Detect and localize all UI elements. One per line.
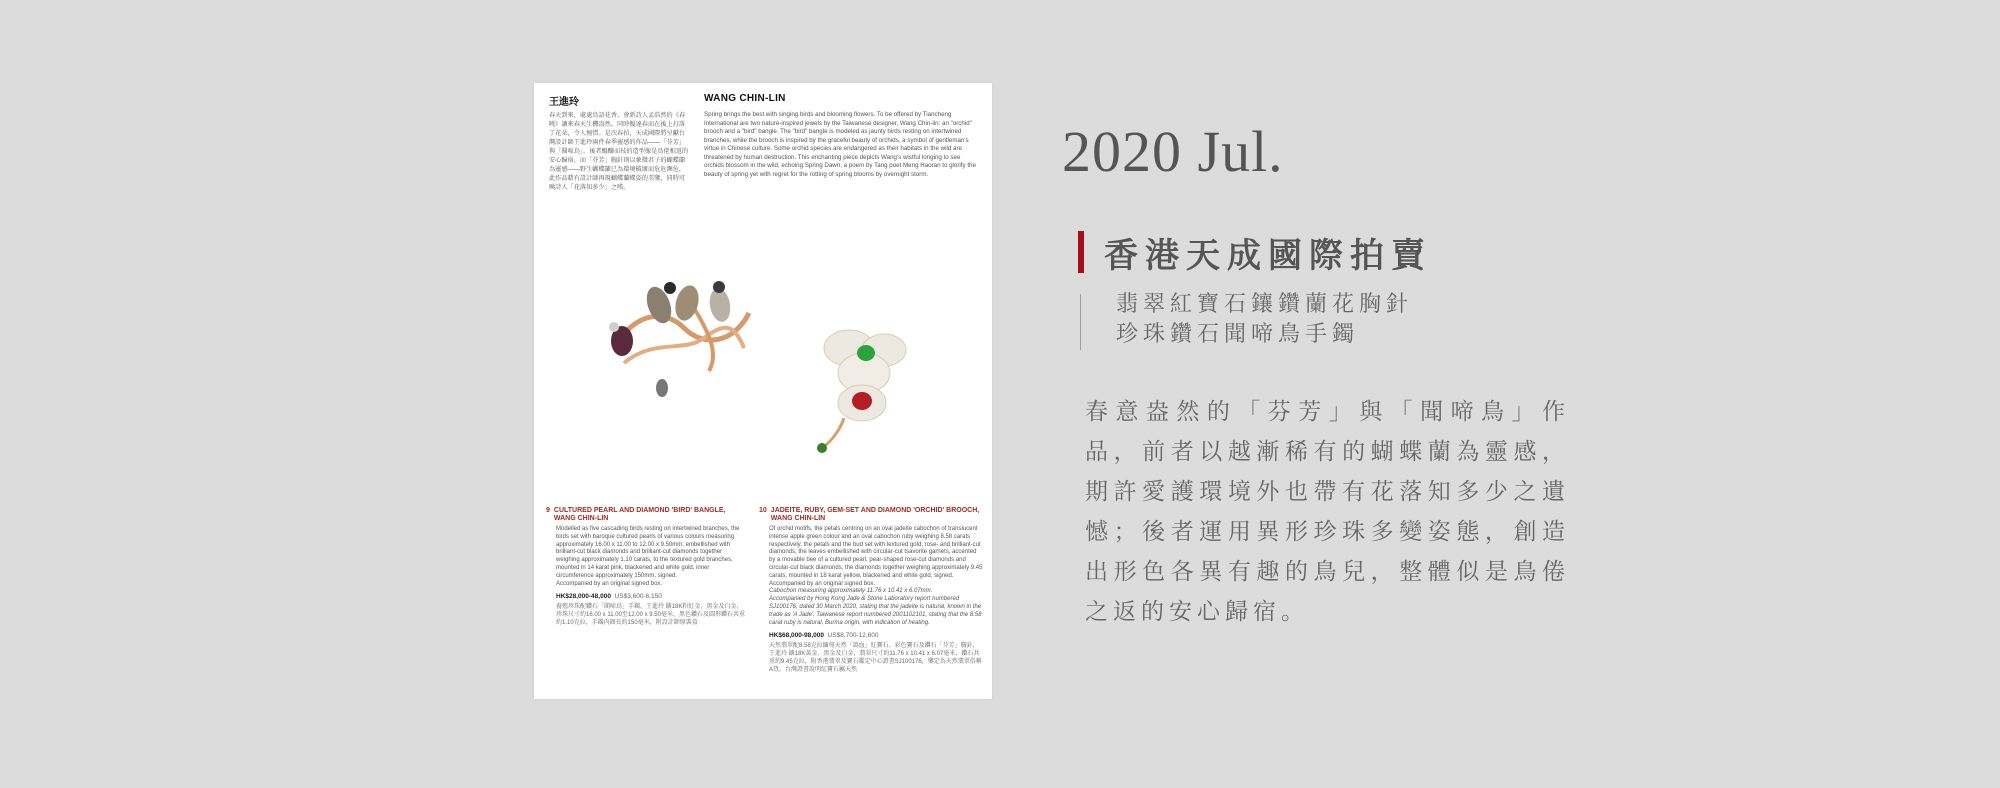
orchid-brooch-image: [804, 308, 924, 458]
lot-estimate: [769, 632, 984, 640]
lot-note: Accompanied by an original signed box.: [556, 580, 663, 587]
bird-bangle-image: [584, 253, 764, 403]
lot-estimate-usd: US$8,700-12,600: [827, 632, 879, 640]
lot-zh-description: 天然翡翠配8.58克拉緬甸天然「鴿血」紅寶石、彩色寶石及鑽石「芬芳」胸針，王進玲 鑲18K黃金、黑金及白金，翡翠尺寸約11.76 x 10.41 x 6.07毫米，鑽石共重約9.45克拉，附香港翡翠及寶石鑑定中心證書SJ100176，鑒定為天然翡翠俗稱A貨，台灣證書說明紅寶石屬天然: [769, 643, 982, 673]
lot-estimate: [556, 593, 746, 601]
catalog-zh-title: 王進玲: [549, 97, 579, 108]
date-heading: 2020 Jul.: [1062, 119, 1284, 184]
accent-bar: [1078, 231, 1084, 273]
item-list: [1116, 290, 1413, 350]
lot-report: Accompanied by Hong Kong Jade & Stone Laboratory report numbered SJ100176, dated 30 March 2020, stating that the jadeite is natural, known in the trade as 'A Jade'. Taiwanese report numbered 2001102101, stating that the 8.58 carat ruby is natural, Burma origin, with indication of heating.: [769, 596, 982, 626]
lot-estimate-hkd: HK$68,000-98,000: [769, 632, 824, 640]
auction-house-title: 香港天成國際拍賣: [1104, 236, 1432, 276]
catalog-en-title: WANG CHIN-LIN: [704, 93, 786, 104]
lot-title: JADEITE, RUBY, GEM-SET AND DIAMOND 'ORCHID' BROOCH, WANG CHIN-LIN: [770, 507, 980, 522]
lot-description: Modelled as five cascading birds resting on intertwined branches, the birds set with baroque cultured pearls of various colours measuring approximately 16.00 x 11.00 to 12.00 x 9.50mm, embellished with brilliant-cut black diamonds and brilliant-cut diamonds together weighing approximately 1.10 carats, to the textured gold branches, mounted in 14 karat pink, blackened and white gold, inner circumference approximately 150mm, signed.: [556, 526, 740, 579]
lot-description: Of orchid motifs, the petals centring on an oval jadeite cabochon of translucent intense apple green colour and an oval cabochon ruby weighing 8.58 carats respectively, the petals and the bud set with textured gold, rose- and brilliant-cut diamonds, the leaves embellished with circular-cut tsavorite garnets, accented by a movable bee of a cultured pearl, pear-shaped rose-cut diamonds and circular-cut black diamonds, the diamonds together weighing approximately 9.45 carats, mounted in 18 karat yellow, blackened and white gold, signed.: [769, 526, 983, 579]
lot-estimate-hkd: HK$28,000-48,000: [556, 593, 611, 601]
catalog-en-intro: Spring brings the best with singing birds and blooming flowers. To be offered by Tiancheng International are two nature-inspired jewels by the Taiwanese designer, Wang Chin-lin: an "orchid" brooch and a "bird" bangle. The "bird" bangle is modeled as jaunty birds resting on intertwined branches, while the brooch is inspired by the graceful beauty of orchids, a symbol of gentleman's virtue in Chinese culture. Some orchid species are endangered as their habitats in the wild are threatened by human destruction. This enchanting piece depicts Wang's wistful longing to see orchids blossom in the wild, echoing Spring Dawn, a poem by Tang poet Meng Haoran to glorify the beauty of spring yet with regret for the rotting of spring blooms by overnight storm.: [704, 111, 976, 178]
item-name: 珍珠鑽石聞啼鳥手鐲: [1116, 322, 1360, 347]
lot-estimate-usd: US$3,600-6,150: [614, 593, 662, 601]
items-divider: [1080, 294, 1081, 350]
lot-9: [546, 507, 746, 628]
catalog-zh-intro: 春天到來，處處鳥語花香。會新詩人孟浩然的《春曉》讓來春天生機盎然。同時擬達春而在後上打落了花朵，令人惋惜。是次春拍，天成國際將呈獻台灣設計師王進玲兩件春季靈感的作品——「芬芳」與「聞啼鳥」。後者醞釀而枝的造型像是鳥佬相返的安心歸宿，而「芬芳」胸針則以象徵君子的蝴蝶蘭為靈感——野生蝴蝶蘭已為環境破壞而危危瀕危，此作品藉有設計師再現蝴蝶蘭蝶姿的美鑒，同時可喚詩人「花落知多少」之嘆。: [549, 112, 689, 191]
item-name: 翡翠紅寶石鑲鑽蘭花胸針: [1116, 292, 1414, 317]
lot-10: [759, 507, 984, 674]
lot-note: Accompanied by an original signed box.: [769, 580, 876, 587]
lot-number: 9: [546, 507, 550, 514]
catalog-page: [534, 83, 992, 699]
lot-title: CULTURED PEARL AND DIAMOND 'BIRD' BANGLE, WANG CHIN-LIN: [553, 507, 726, 522]
lot-dimensions: Cabochon measuring approximately 11.76 x 10.41 x 6.07mm.: [769, 588, 933, 595]
description-text: 春意盎然的「芬芳」與「聞啼鳥」作品，前者以越漸稀有的蝴蝶蘭為靈感，期許愛護環境外也帶有花落知多少之遺憾；後者運用異形珍珠多變姿態，創造出形色各異有趣的鳥兒，整體似是鳥倦之返的安心歸宿。: [1085, 399, 1570, 625]
lot-number: 10: [759, 507, 767, 514]
lot-zh-description: 養殖珍珠配鑽石「聞啼鳥」手鐲，王進玲 鑲18K粉紅金、黑金及白金，珍珠尺寸約16.00 x 11.00至12.00 x 9.50毫米，黑色鑽石及圓形鑽石共重約1.10克拉，手鐲內圈長約150毫米，附設計師原裝盒: [556, 604, 745, 626]
